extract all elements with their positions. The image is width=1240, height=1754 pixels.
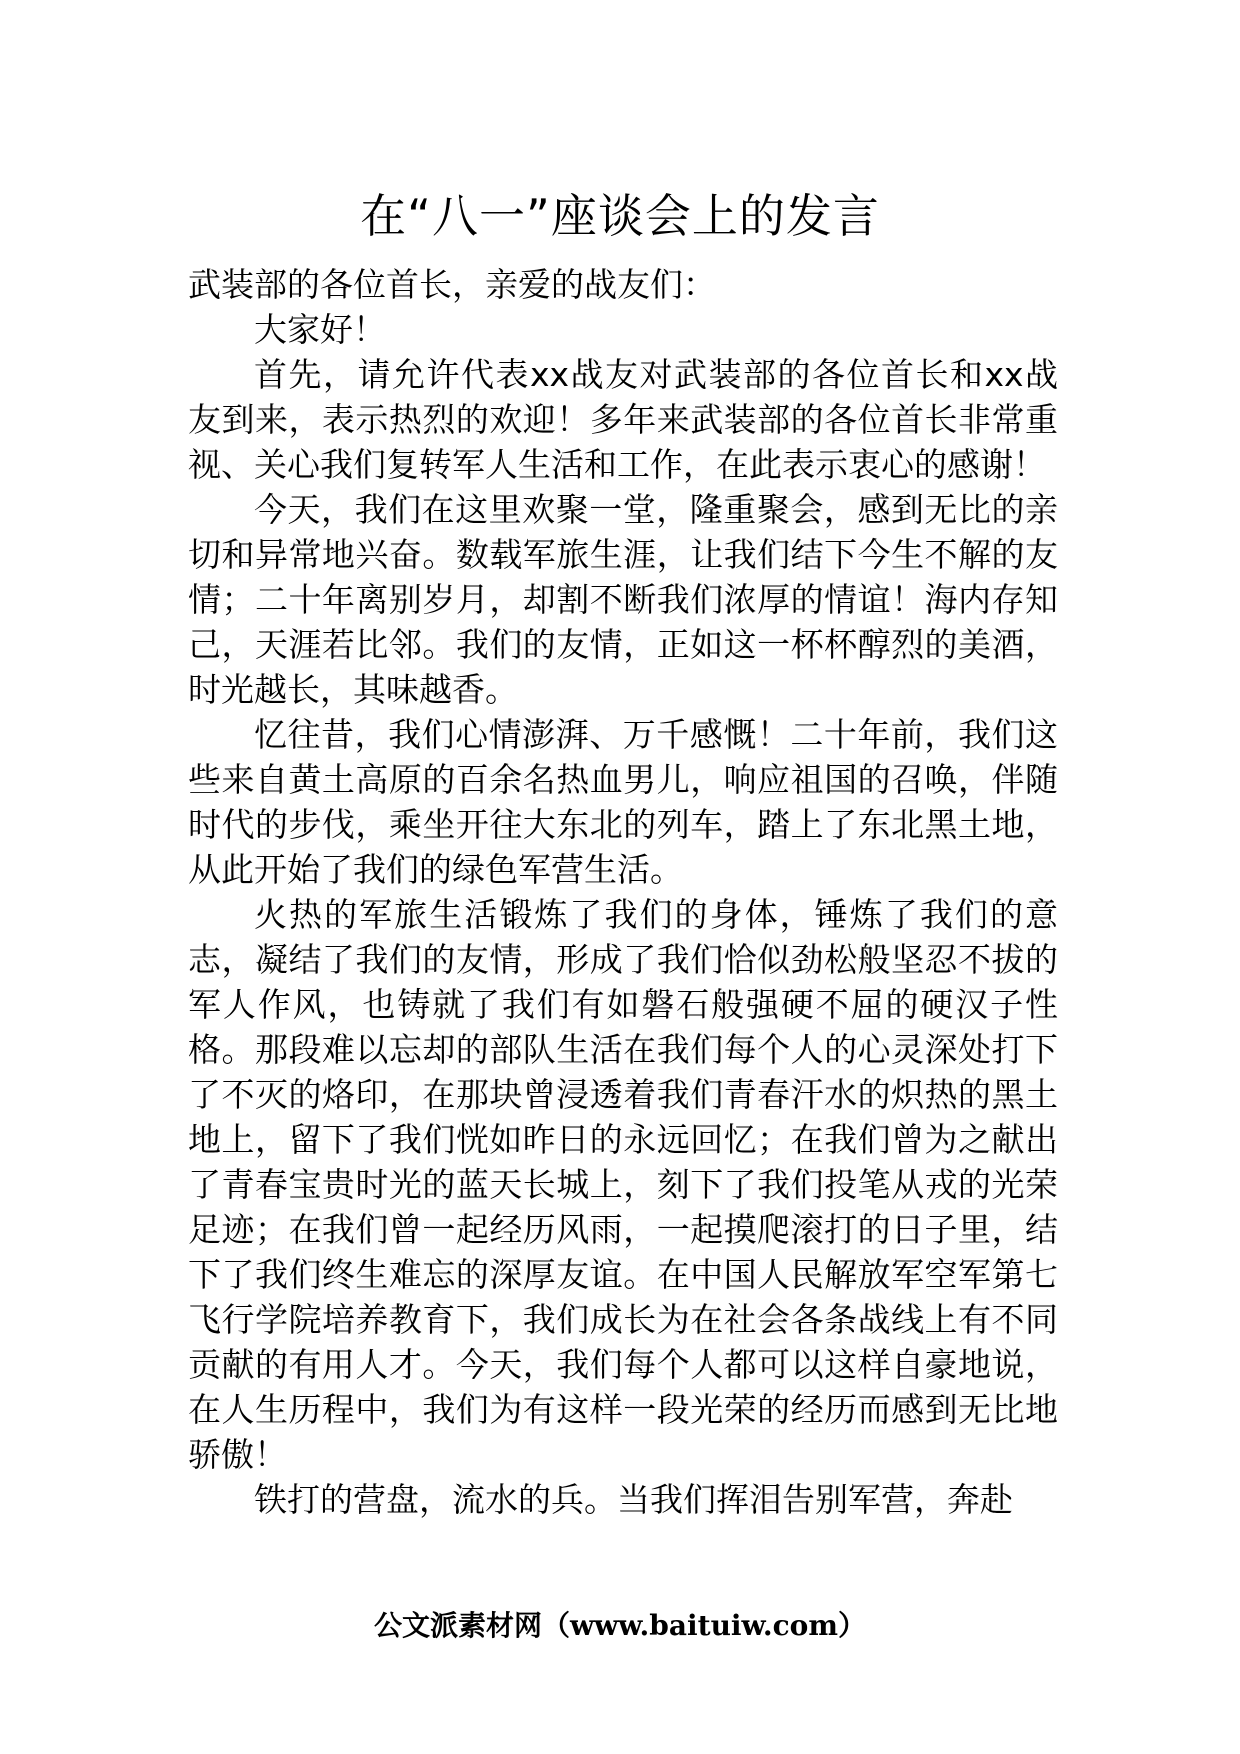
document-title: 在“八一”座谈会上的发言 [360,189,880,243]
paragraph-greeting: 大家好！ [254,310,386,349]
source-footer: 公文派素材网（www.baituiw.com） [374,1609,866,1642]
paragraph-welcome: 首先，请允许代表xx战友对武装部的各位首长和xx战友到来，表示热烈的欢迎！多年来武装部的各位首长非常重视、关心我们复转军人生活和工作，在此表示衷心的感谢！ [188,355,1058,484]
paragraph-memories: 忆往昔，我们心情澎湃、万千感慨！二十年前，我们这些来自黄土高原的百余名热血男儿，响应祖国的召唤，伴随时代的步伐，乘坐开往大东北的列车，踏上了东北黑土地，从此开始了我们的绿色军营生活。 [188,715,1058,889]
document-body [188,262,1058,1522]
paragraph-military-life: 火热的军旅生活锻炼了我们的身体，锤炼了我们的意志，凝结了我们的友情，形成了我们恰似劲松般坚忍不拔的军人作风，也铸就了我们有如磐石般强硬不屈的硬汉子性格。那段难以忘却的部队生活在我们每个人的心灵深处打下了不灭的烙印，在那块曾浸透着我们青春汗水的炽热的黑土地上，留下了我们恍如昨日的永远回忆；在我们曾为之献出了青春宝贵时光的蓝天长城上，刻下了我们投笔从戎的光荣足迹；在我们曾一起经历风雨，一起摸爬滚打的日子里，结下了我们终生难忘的深厚友谊。在中国人民解放军空军第七飞行学院培养教育下，我们成长为在社会各条战线上有不同贡献的有用人才。今天，我们每个人都可以这样自豪地说，在人生历程中，我们为有这样一段光荣的经历而感到无比地骄傲！ [188,895,1058,1474]
paragraph-gathering: 今天，我们在这里欢聚一堂，隆重聚会，感到无比的亲切和异常地兴奋。数载军旅生涯，让我们结下今生不解的友情；二十年离别岁月，却割不断我们浓厚的情谊！海内存知己，天涯若比邻。我们的友情，正如这一杯杯醇烈的美酒，时光越长，其味越香。 [188,490,1058,709]
salutation: 武装部的各位首长，亲爱的战友们： [188,265,716,304]
paragraph-farewell: 铁打的营盘，流水的兵。当我们挥泪告别军营，奔赴 [254,1480,1013,1519]
